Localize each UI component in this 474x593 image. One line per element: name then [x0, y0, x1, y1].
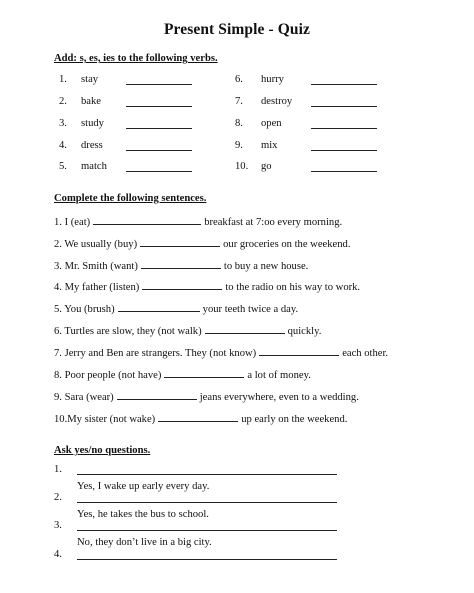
given-answer: No, they don’t live in a big city.: [77, 537, 212, 548]
answer-blank[interactable]: [126, 106, 192, 107]
sentence-prompt: 4. My father (listen): [54, 282, 140, 293]
sentence-item: [54, 236, 350, 250]
answer-blank[interactable]: [311, 106, 377, 107]
question-number: 1.: [54, 464, 62, 475]
sentence-item: [54, 301, 298, 315]
sentence-prompt: 3. Mr. Smith (want): [54, 261, 138, 272]
sentence-ending: your teeth twice a day.: [202, 304, 299, 315]
sentence-item: [54, 389, 359, 403]
answer-blank[interactable]: [126, 84, 192, 85]
sentence-prompt: 1. I (eat): [54, 217, 91, 228]
sentence-ending: quickly.: [287, 326, 322, 337]
sentence-ending: breakfast at 7:oo every morning.: [204, 217, 343, 228]
sentence-item: [54, 411, 347, 425]
question-blank[interactable]: [77, 465, 337, 475]
answer-blank[interactable]: [259, 345, 339, 356]
verb-number: 9.: [235, 140, 243, 151]
verb-number: 5.: [59, 161, 67, 172]
section-heading-sentences: Complete the following sentences.: [54, 193, 207, 204]
verb-number: 1.: [59, 74, 67, 85]
verb-number: 4.: [59, 140, 67, 151]
verb-word: mix: [261, 140, 278, 151]
sentence-prompt: 8. Poor people (not have): [54, 370, 162, 381]
verb-word: match: [81, 161, 107, 172]
verb-word: destroy: [261, 96, 293, 107]
question-number: 4.: [54, 549, 62, 560]
sentence-item: [54, 345, 388, 359]
verb-word: go: [261, 161, 272, 172]
verb-word: open: [261, 118, 282, 129]
sentence-prompt: 9. Sara (wear): [54, 392, 114, 403]
answer-blank[interactable]: [311, 171, 377, 172]
sentence-ending: our groceries on the weekend.: [223, 239, 351, 250]
sentence-ending: up early on the weekend.: [241, 414, 348, 425]
verb-number: 6.: [235, 74, 243, 85]
sentence-ending: to buy a new house.: [223, 261, 309, 272]
sentence-item: [54, 279, 360, 293]
verb-number: 10.: [235, 161, 249, 172]
given-answer: Yes, he takes the bus to school.: [77, 509, 209, 520]
answer-blank[interactable]: [118, 301, 200, 312]
verb-number: 3.: [59, 118, 67, 129]
answer-blank[interactable]: [311, 128, 377, 129]
answer-blank[interactable]: [141, 258, 221, 269]
sentence-prompt: 10.My sister (not wake): [54, 414, 156, 425]
verb-word: stay: [81, 74, 99, 85]
answer-blank[interactable]: [205, 323, 285, 334]
answer-blank[interactable]: [158, 411, 238, 422]
sentence-prompt: 2. We usually (buy): [54, 239, 138, 250]
answer-blank[interactable]: [117, 389, 197, 400]
verb-number: 7.: [235, 96, 243, 107]
sentence-prompt: 5. You (brush): [54, 304, 115, 315]
sentence-ending: to the radio on his way to work.: [225, 282, 361, 293]
answer-blank[interactable]: [140, 236, 220, 247]
page-title: Present Simple - Quiz: [163, 21, 311, 38]
verb-word: bake: [81, 96, 101, 107]
answer-blank[interactable]: [311, 150, 377, 151]
answer-blank[interactable]: [142, 279, 222, 290]
sentence-ending: each other.: [342, 348, 389, 359]
sentence-item: [54, 214, 342, 228]
question-blank[interactable]: [77, 493, 337, 503]
verb-number: 8.: [235, 118, 243, 129]
answer-blank[interactable]: [311, 84, 377, 85]
answer-blank[interactable]: [164, 367, 244, 378]
section-heading-verbs: Add: s, es, ies to the following verbs.: [54, 53, 218, 64]
answer-blank[interactable]: [126, 128, 192, 129]
sentence-ending: jeans everywhere, even to a wedding.: [199, 392, 359, 403]
answer-blank[interactable]: [126, 150, 192, 151]
sentence-item: [54, 323, 321, 337]
sentence-prompt: 6. Turtles are slow, they (not walk): [54, 326, 202, 337]
verb-number: 2.: [59, 96, 67, 107]
given-answer: Yes, I wake up early every day.: [77, 481, 210, 492]
question-number: 3.: [54, 520, 62, 531]
sentence-prompt: 7. Jerry and Ben are strangers. They (not know): [54, 348, 257, 359]
sentence-ending: a lot of money.: [247, 370, 311, 381]
sentence-item: [54, 258, 308, 272]
question-number: 2.: [54, 492, 62, 503]
sentence-item: [54, 367, 311, 381]
answer-blank[interactable]: [126, 171, 192, 172]
section-heading-questions: Ask yes/no questions.: [54, 445, 151, 456]
question-blank[interactable]: [77, 521, 337, 531]
question-blank[interactable]: [77, 550, 337, 560]
verb-word: dress: [81, 140, 103, 151]
verb-word: hurry: [261, 74, 284, 85]
answer-blank[interactable]: [93, 214, 201, 225]
verb-word: study: [81, 118, 104, 129]
